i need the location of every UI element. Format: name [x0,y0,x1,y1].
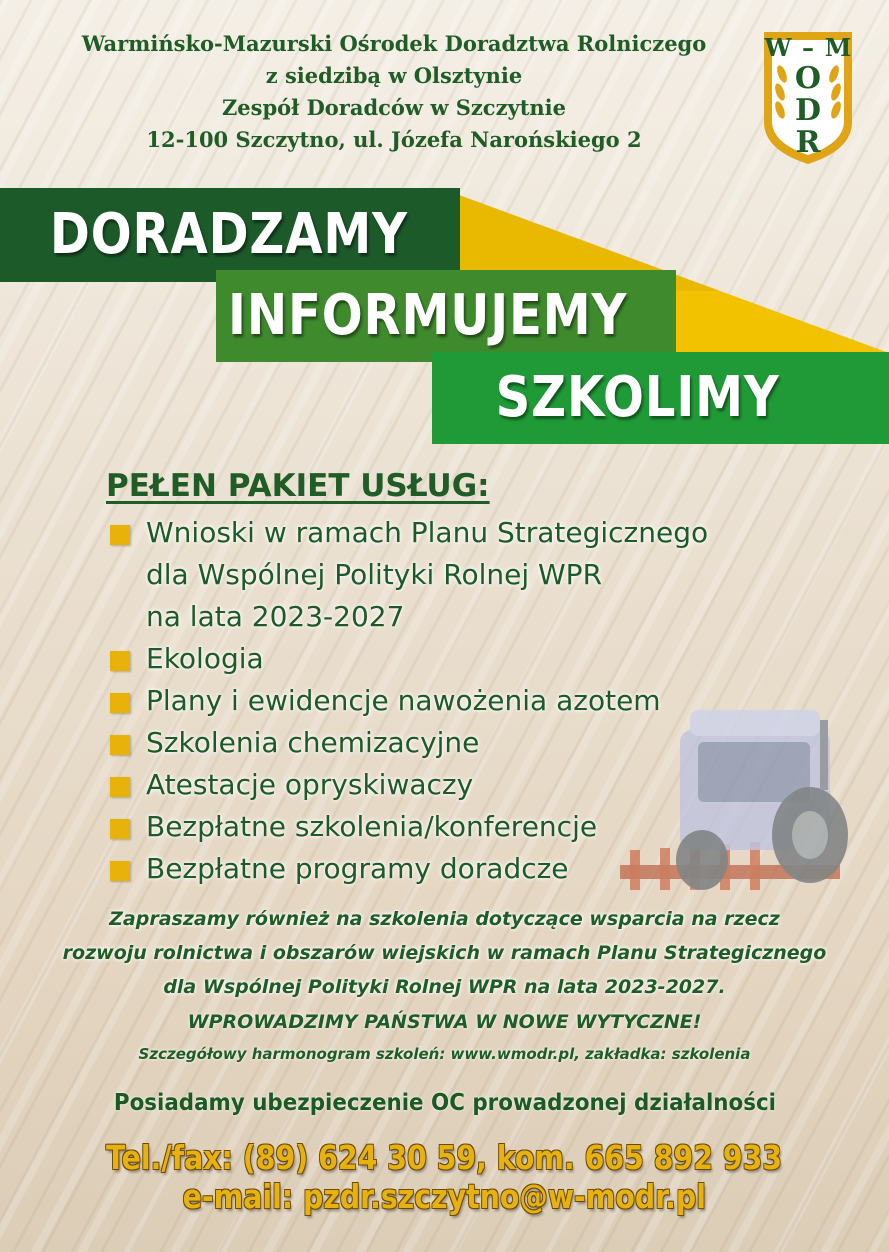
header-line-4: 12-100 Szczytno, ul. Józefa Narońskiego 2 [146,127,642,152]
service-item-line: Bezpłatne szkolenia/konferencje [146,810,598,843]
wmodr-logo [760,26,856,166]
guidelines-notice: WPROWADZIMY PAŃSTWA W NOWE WYTYCZNE! [187,1011,702,1033]
service-item-line: Atestacje opryskiwaczy [146,768,474,801]
contact-phone [0,1138,889,1177]
banner-informujemy-text: INFORMUJEMY [228,283,628,348]
bullet-square-icon [110,525,130,545]
training-invitation [0,902,889,1004]
insurance-text: Posiadamy ubezpieczenie OC prowadzonej działalności [113,1090,776,1116]
service-item-line: Ekologia [146,642,264,675]
logo-letter-w: W [764,33,792,62]
phone-text: Tel./fax: (89) 624 30 59, kom. 665 892 933 [106,1138,783,1177]
logo-letter-r: R [795,125,821,160]
logo-letter-d: D [794,93,822,128]
invitation-line-1: Zapraszamy również na szkolenia dotyczące wsparcia na rzecz [109,908,780,930]
service-item-programy [110,848,810,890]
wmodr-logo-graphic [760,26,856,166]
service-item-ekologia [110,638,810,680]
email-text: e-mail: pzdr.szczytno@w-modr.pl [182,1177,707,1216]
logo-letter-o: O [794,61,822,96]
organization-header [40,28,748,156]
header-line-3: Zespół Doradców w Szczytnie [221,95,567,120]
banner-szkolimy [432,352,889,444]
service-item-szkolenia [110,806,810,848]
service-item-line: Wnioski w ramach Planu Strategicznego [146,516,709,549]
service-item-line: Plany i ewidencje nawożenia azotem [146,684,661,717]
service-item-line: Szkolenia chemizacyjne [146,726,480,759]
service-item-line: Bezpłatne programy doradcze [146,852,569,885]
insurance-statement [0,1090,889,1116]
banner-informujemy [216,270,676,362]
service-item-line: na lata 2023-2027 [146,600,405,633]
contact-email [0,1177,889,1216]
banner-szkolimy-text: SZKOLIMY [495,365,780,430]
header-line-1: Warmińsko-Mazurski Ośrodek Doradztwa Rolniczego [81,31,707,56]
services-title: PEŁEN PAKIET USŁUG: [106,468,490,504]
header-line-2: z siedzibą w Olsztynie [265,63,523,88]
service-item-nawozenie [110,680,810,722]
bullet-square-icon [110,777,130,797]
bullet-square-icon [110,735,130,755]
service-item-wnioski [110,512,810,638]
invitation-line-2: rozwoju rolnictwa i obszarów wiejskich w ramach Planu Strategicznego [62,942,827,964]
bullet-square-icon [110,861,130,881]
service-item-atestacje [110,764,810,806]
bullet-square-icon [110,693,130,713]
bullet-square-icon [110,651,130,671]
schedule-info: Szczegółowy harmonogram szkoleń: www.wmodr.pl, zakładka: szkolenia [138,1045,751,1063]
logo-letter-dash: – [802,33,814,62]
banner-doradzamy-text: DORADZAMY [49,202,408,267]
services-list [110,512,810,890]
invitation-line-3: dla Wspólnej Polityki Rolnej WPR na lata 2023-2027. [163,976,726,998]
service-item-chemizacja [110,722,810,764]
banner-doradzamy [0,188,460,282]
logo-letter-m: M [824,33,852,62]
service-item-line: dla Wspólnej Polityki Rolnej WPR [146,558,603,591]
bullet-square-icon [110,819,130,839]
